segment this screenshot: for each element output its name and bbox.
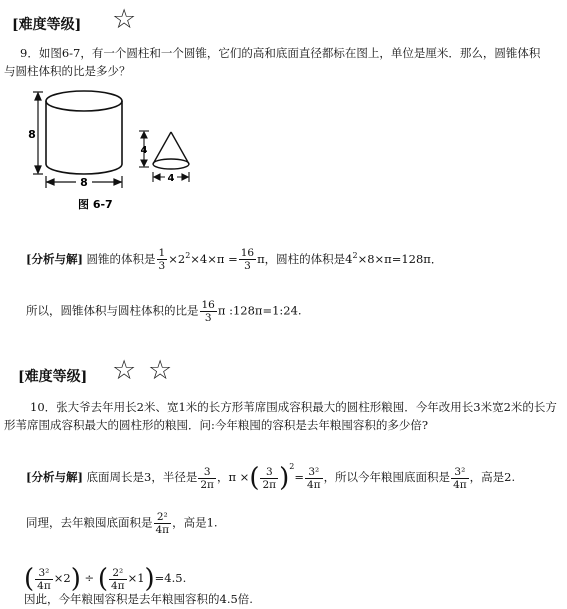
analysis-text: ×8×π=128π．	[357, 251, 443, 266]
cone-shape	[153, 132, 189, 169]
difficulty-label: [难度等级]	[12, 17, 82, 33]
fraction: $\frac{\text{3²}}{4\pi}$	[37, 566, 51, 592]
star-icon: ☆	[112, 355, 137, 386]
fraction: $\frac{16}{3}$	[240, 247, 255, 273]
fraction: $\frac{\text{2²}}{4\pi}$	[155, 511, 170, 536]
problem10-text-line1: 10．张大爷去年用长2米、宽1米的长方形苇席围成容积最大的圆柱形粮囤．今年改用长3米宽2米的长方	[30, 400, 557, 414]
problem10-analysis: [分析与解] 底面周长是3，半径是 $\frac{3}{2\pi}$ ，π ×( $\frac{3}{2\pi}$ )$^2$= $\frac{\text{3²}}{4\pi}$ ，所以今年粮囤底面积是 $\frac{\text{3²}}{4\pi}$ ，高是2.	[26, 462, 516, 493]
problem10-same	[26, 511, 218, 536]
conclusion-text: 所以，圆锥体积与圆柱体积的比是	[26, 303, 199, 318]
star-icon: ☆	[112, 4, 137, 35]
analysis-text: ，π ×	[216, 470, 250, 484]
fraction: $\frac{\text{3²}}{4\pi}$	[306, 465, 321, 491]
analysis-label: [分析与解]	[26, 470, 83, 484]
conclusion-text: π :128π=1:24.	[217, 303, 302, 318]
analysis-text: 底面周长是3，半径是	[86, 470, 198, 484]
problem10-calc: ( $\frac{\text{3²}}{4\pi}$ ×2) ÷ ( $\frac{\text{2²}}{4\pi}$ ×1)=4.5.	[24, 564, 187, 594]
fraction: $\frac{3}{2\pi}$	[262, 465, 277, 491]
figure-6-7	[20, 86, 210, 236]
analysis-text: ×2	[168, 251, 186, 266]
same-text: ，高是1.	[172, 515, 218, 530]
analysis-label: [分析与解]	[26, 251, 83, 266]
cylinder-shape	[46, 91, 122, 174]
analysis-text: ，所以今年粮囤底面积是	[323, 470, 451, 484]
fraction: $\frac{\text{2²}}{4\pi}$	[110, 566, 125, 592]
problem9-text-line1: 9．如图6-7，有一个圆柱和一个圆锥，它们的高和底面直径都标在图上，单位是厘米．那么，圆锥体积	[20, 46, 541, 60]
same-text: 同理，去年粮囤底面积是	[26, 515, 153, 530]
problem9-conclusion	[26, 299, 302, 324]
analysis-text: π，圆柱的体积是4	[257, 251, 353, 266]
difficulty-label: [难度等级]	[18, 369, 88, 385]
analysis-text: ×4×π =	[190, 251, 238, 266]
analysis-text: ，高是2.	[469, 470, 516, 484]
cylinder-height-label: 8	[28, 128, 36, 141]
cone-height-label: 4	[140, 145, 148, 156]
fraction: $\frac{3}{2\pi}$	[200, 465, 214, 491]
analysis-text: 圆锥的体积是	[86, 251, 156, 266]
fraction: $\frac{\text{3²}}{4\pi}$	[453, 465, 467, 491]
problem10-final: 因此，今年粮囤容积是去年粮囤容积的4.5倍.	[24, 592, 253, 606]
cone-width-label: 4	[167, 173, 175, 184]
problem10-text-line2: 形苇席围成容积最大的圆柱形的粮囤．问:今年粮囤的容积是去年粮囤容积的多少倍?	[4, 418, 429, 432]
cylinder-width-label: 8	[80, 176, 88, 189]
fraction: $\frac{1}{3}$	[158, 247, 166, 273]
analysis-text: =	[294, 470, 304, 484]
problem9-text-line2: 与圆柱体积的比是多少？	[4, 64, 131, 78]
figure-caption: 图 6-7	[78, 198, 113, 211]
problem9-analysis: [分析与解] 圆锥的体积是 $\frac{1}{3}$ $\times 2^2\times 4\times\pi$ = $\frac{16}{3}$ π，圆柱的体积是$4^2\times 8\times\pi=128\pi$．	[26, 247, 443, 273]
star-icon: ☆	[148, 355, 173, 386]
fraction: $\frac{16}{3}$	[201, 299, 215, 324]
